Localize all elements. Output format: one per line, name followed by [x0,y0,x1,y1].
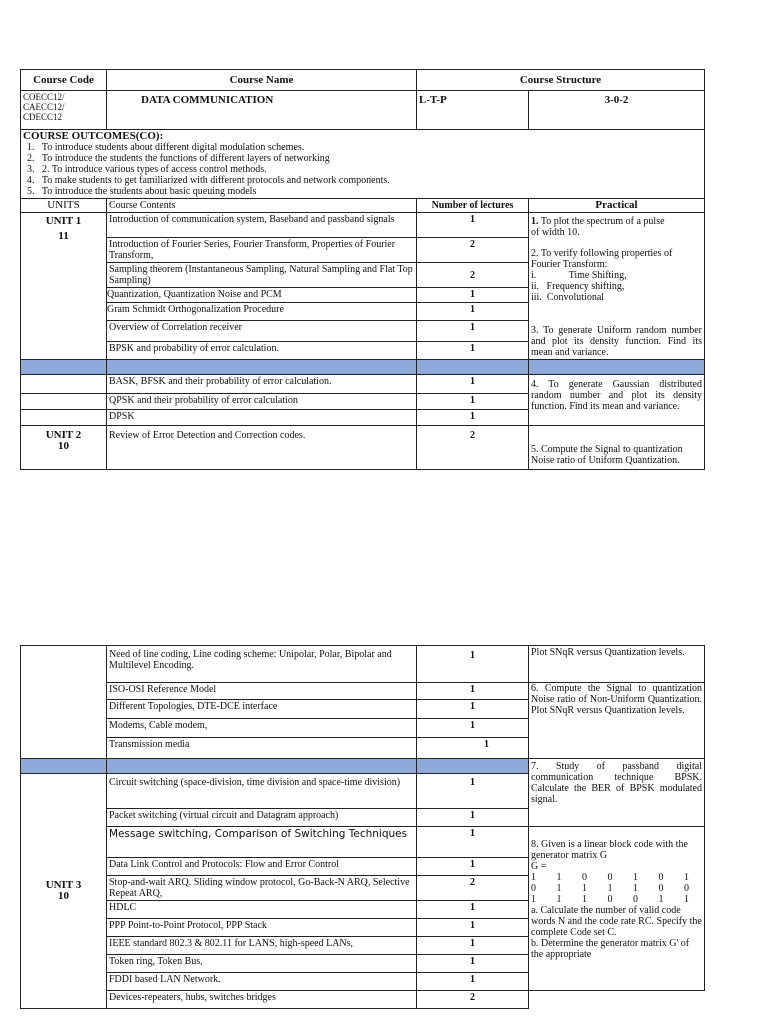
practical-cell-4 [529,646,705,683]
content-cell: IEEE standard 802.3 & 802.11 for LANS, high-speed LANs, [107,937,417,955]
content-cell: Data Link Control and Protocols: Flow and Error Control [107,858,417,876]
practical-cell-2 [529,375,705,426]
highlight-row [21,360,705,375]
course-code-label: Course Code [21,70,107,91]
outcome-item: 2. To introduce the students the functions of different layers of networking [27,153,330,164]
practical-cell-6 [529,759,705,827]
practical-item: a. Calculate the number of valid code words N and the code rate RC. Specify the complete Code set C. [531,905,702,938]
table-row [21,213,705,238]
outcome-item: 3. 2. To introduce various types of access control methods. [27,164,267,175]
lecture-count: 1 [417,937,529,955]
practical-item: 3. To generate Uniform random number and plot its density function. Find its mean and variance. [531,325,702,358]
ltp-value: 3-0-2 [529,91,705,130]
outcome-item: 4. To make students to get familiarized with different protocols and network components. [27,175,390,186]
generator-label: G = [531,861,547,872]
content-cell: PPP Point-to-Point Protocol, PPP Stack [107,919,417,937]
lecture-count: 2 [417,991,529,1009]
content-cell: DPSK [107,410,417,426]
content-cell: Sampling theorem (Instantaneous Sampling, Natural Sampling and Flat Top Sampling) [107,263,417,288]
lecture-count: 1 [417,719,529,738]
lecture-count: 1 [417,827,529,858]
content-cell: Packet switching (virtual circuit and Datagram approach) [107,809,417,827]
unit2-label: UNIT 2 [45,429,82,441]
unit3-label: UNIT 3 [45,879,82,891]
unit1-hours: 11 [58,230,69,242]
content-cell: FDDI based LAN Network. [107,973,417,991]
practical-item: 6. Compute the Signal to quantization Noise ratio of Non-Uniform Quantization. Plot SNqR versus Quantization levels. [531,683,702,716]
course-outcomes [21,130,705,199]
unit3-hours: 10 [58,890,69,902]
ltp-label: L-T-P [417,91,529,130]
lecture-count: 1 [417,809,529,827]
lectures-header: Number of lectures [417,199,529,213]
matrix-row-3: 1 1 1 0 0 1 1 [531,894,698,905]
content-cell: Quantization, Quantization Noise and PCM [107,288,417,303]
practical-item: 4. To generate Gaussian distributed random number and plot its density function. Find its mean and variance. [531,379,702,412]
syllabus-table-page2 [20,645,705,1009]
content-cell: Stop-and-wait ARQ. Sliding window protocol, Go-Back-N ARQ, Selective Repeat ARQ, [107,876,417,901]
practical-item: 7. Study of passband digital communication technique BPSK. Calculate the BER of BPSK modulated signal. [531,761,702,805]
practical-cell-1 [529,213,705,360]
table-row [21,683,705,700]
practical-item: i. Time Shifting, [531,270,627,281]
syllabus-table-page1 [20,69,705,470]
course-code-3: CDECC12 [23,112,63,122]
lecture-count: 1 [417,375,529,394]
matrix-row-2: 0 1 1 1 1 0 0 [531,883,698,894]
lecture-count: 1 [417,973,529,991]
practical-item: 5. Compute the Signal to quantization Noise ratio of Uniform Quantization. [531,444,683,466]
content-cell: Devices-repeaters, hubs, switches bridges [107,991,417,1009]
lecture-count: 2 [417,238,529,263]
practical-item: 8. Given is a linear block code with the generator matrix G [531,839,688,861]
practical-cell-5 [529,683,705,759]
table-row [21,375,705,394]
table-row [21,827,705,858]
course-code-cell [21,91,107,130]
content-cell: Modems, Cable modem, [107,719,417,738]
content-cell: Gram Schmidt Orthogonalization Procedure [107,303,417,321]
content-cell: BASK, BFSK and their probability of error calculation. [107,375,417,394]
matrix-row-1: 1 1 0 0 1 0 1 [531,872,698,883]
content-cell: Introduction of Fourier Series, Fourier Transform, Properties of Fourier Transform, [107,238,417,263]
lecture-count: 1 [417,901,529,919]
outcomes-row [21,130,705,199]
table-row [21,991,705,1009]
content-cell: HDLC [107,901,417,919]
content-cell: Token ring, Token Bus, [107,955,417,973]
units-header: UNITS [21,199,107,213]
header-row [21,70,705,91]
unit2-hours: 10 [58,440,69,452]
table-row [21,646,705,683]
course-name-label: Course Name [107,70,417,91]
lecture-count: 1 [417,700,529,719]
content-cell: Overview of Correlation receiver [107,321,417,342]
lecture-count: 1 [417,213,529,238]
practical-item: 1. To plot the spectrum of a pulse of width 10. [531,216,665,238]
content-cell: ISO-OSI Reference Model [107,683,417,700]
lecture-count: 2 [417,426,529,470]
lecture-count: 2 [417,876,529,901]
course-structure-label: Course Structure [417,70,705,91]
course-name: DATA COMMUNICATION [107,91,417,130]
course-code-1: COECC12/ [23,92,65,102]
outcome-item: 1. To introduce students about different digital modulation schemes. [27,142,305,153]
practical-item: Plot SNqR versus Quantization levels. [531,647,685,658]
contents-header: Course Contents [107,199,417,213]
lecture-count: 1 [417,858,529,876]
practical-header: Practical [529,199,705,213]
practical-item: b. Determine the generator matrix G' of the appropriate [531,938,690,960]
lecture-count: 1 [417,955,529,973]
content-cell: Transmission media [107,738,417,759]
lecture-count: 1 [417,321,529,342]
content-cell: Circuit switching (space-division, time division and space-time division) [107,774,417,809]
highlight-row [21,759,705,774]
unit3-cell [21,774,107,1009]
content-cell: Review of Error Detection and Correction codes. [107,426,417,470]
lecture-count: 1 [417,394,529,410]
course-info-row [21,91,705,130]
lecture-count: 1 [417,342,529,360]
lecture-count: 1 [417,683,529,700]
content-cell: Message switching, Comparison of Switching Techniques [107,827,417,858]
course-code-2: CAECC12/ [23,102,65,112]
lecture-count: 1 [417,303,529,321]
lecture-count: 1 [417,919,529,937]
unit1-cell [21,213,107,360]
unit2-cell [21,426,107,470]
unit1-label: UNIT 1 [45,215,82,227]
lecture-count: 1 [417,738,529,759]
lecture-count: 1 [417,646,529,683]
lecture-count: 2 [417,263,529,288]
lecture-count: 1 [417,774,529,809]
lecture-count: 1 [417,410,529,426]
practical-item: ii. Frequency shifting, [531,281,625,292]
practical-cell-7 [529,827,705,991]
practical-item: iii. Convolutional [531,292,605,303]
content-cell: BPSK and probability of error calculation. [107,342,417,360]
practical-cell-3 [529,426,705,470]
lecture-count: 1 [417,288,529,303]
outcome-item: 5. To introduce the students about basic queuing models [27,186,257,197]
table-row [21,426,705,470]
content-cell: Need of line coding, Line coding scheme: Unipolar, Polar, Bipolar and Multilevel Encoding. [107,646,417,683]
practical-item: 2. To verify following properties of Fourier Transform: [531,248,673,270]
content-cell: QPSK and their probability of error calculation [107,394,417,410]
outcomes-heading: COURSE OUTCOMES(CO): [23,130,164,142]
content-cell: Introduction of communication system, Baseband and passband signals [107,213,417,238]
content-cell: Different Topologies, DTE-DCE interface [107,700,417,719]
column-header-row [21,199,705,213]
